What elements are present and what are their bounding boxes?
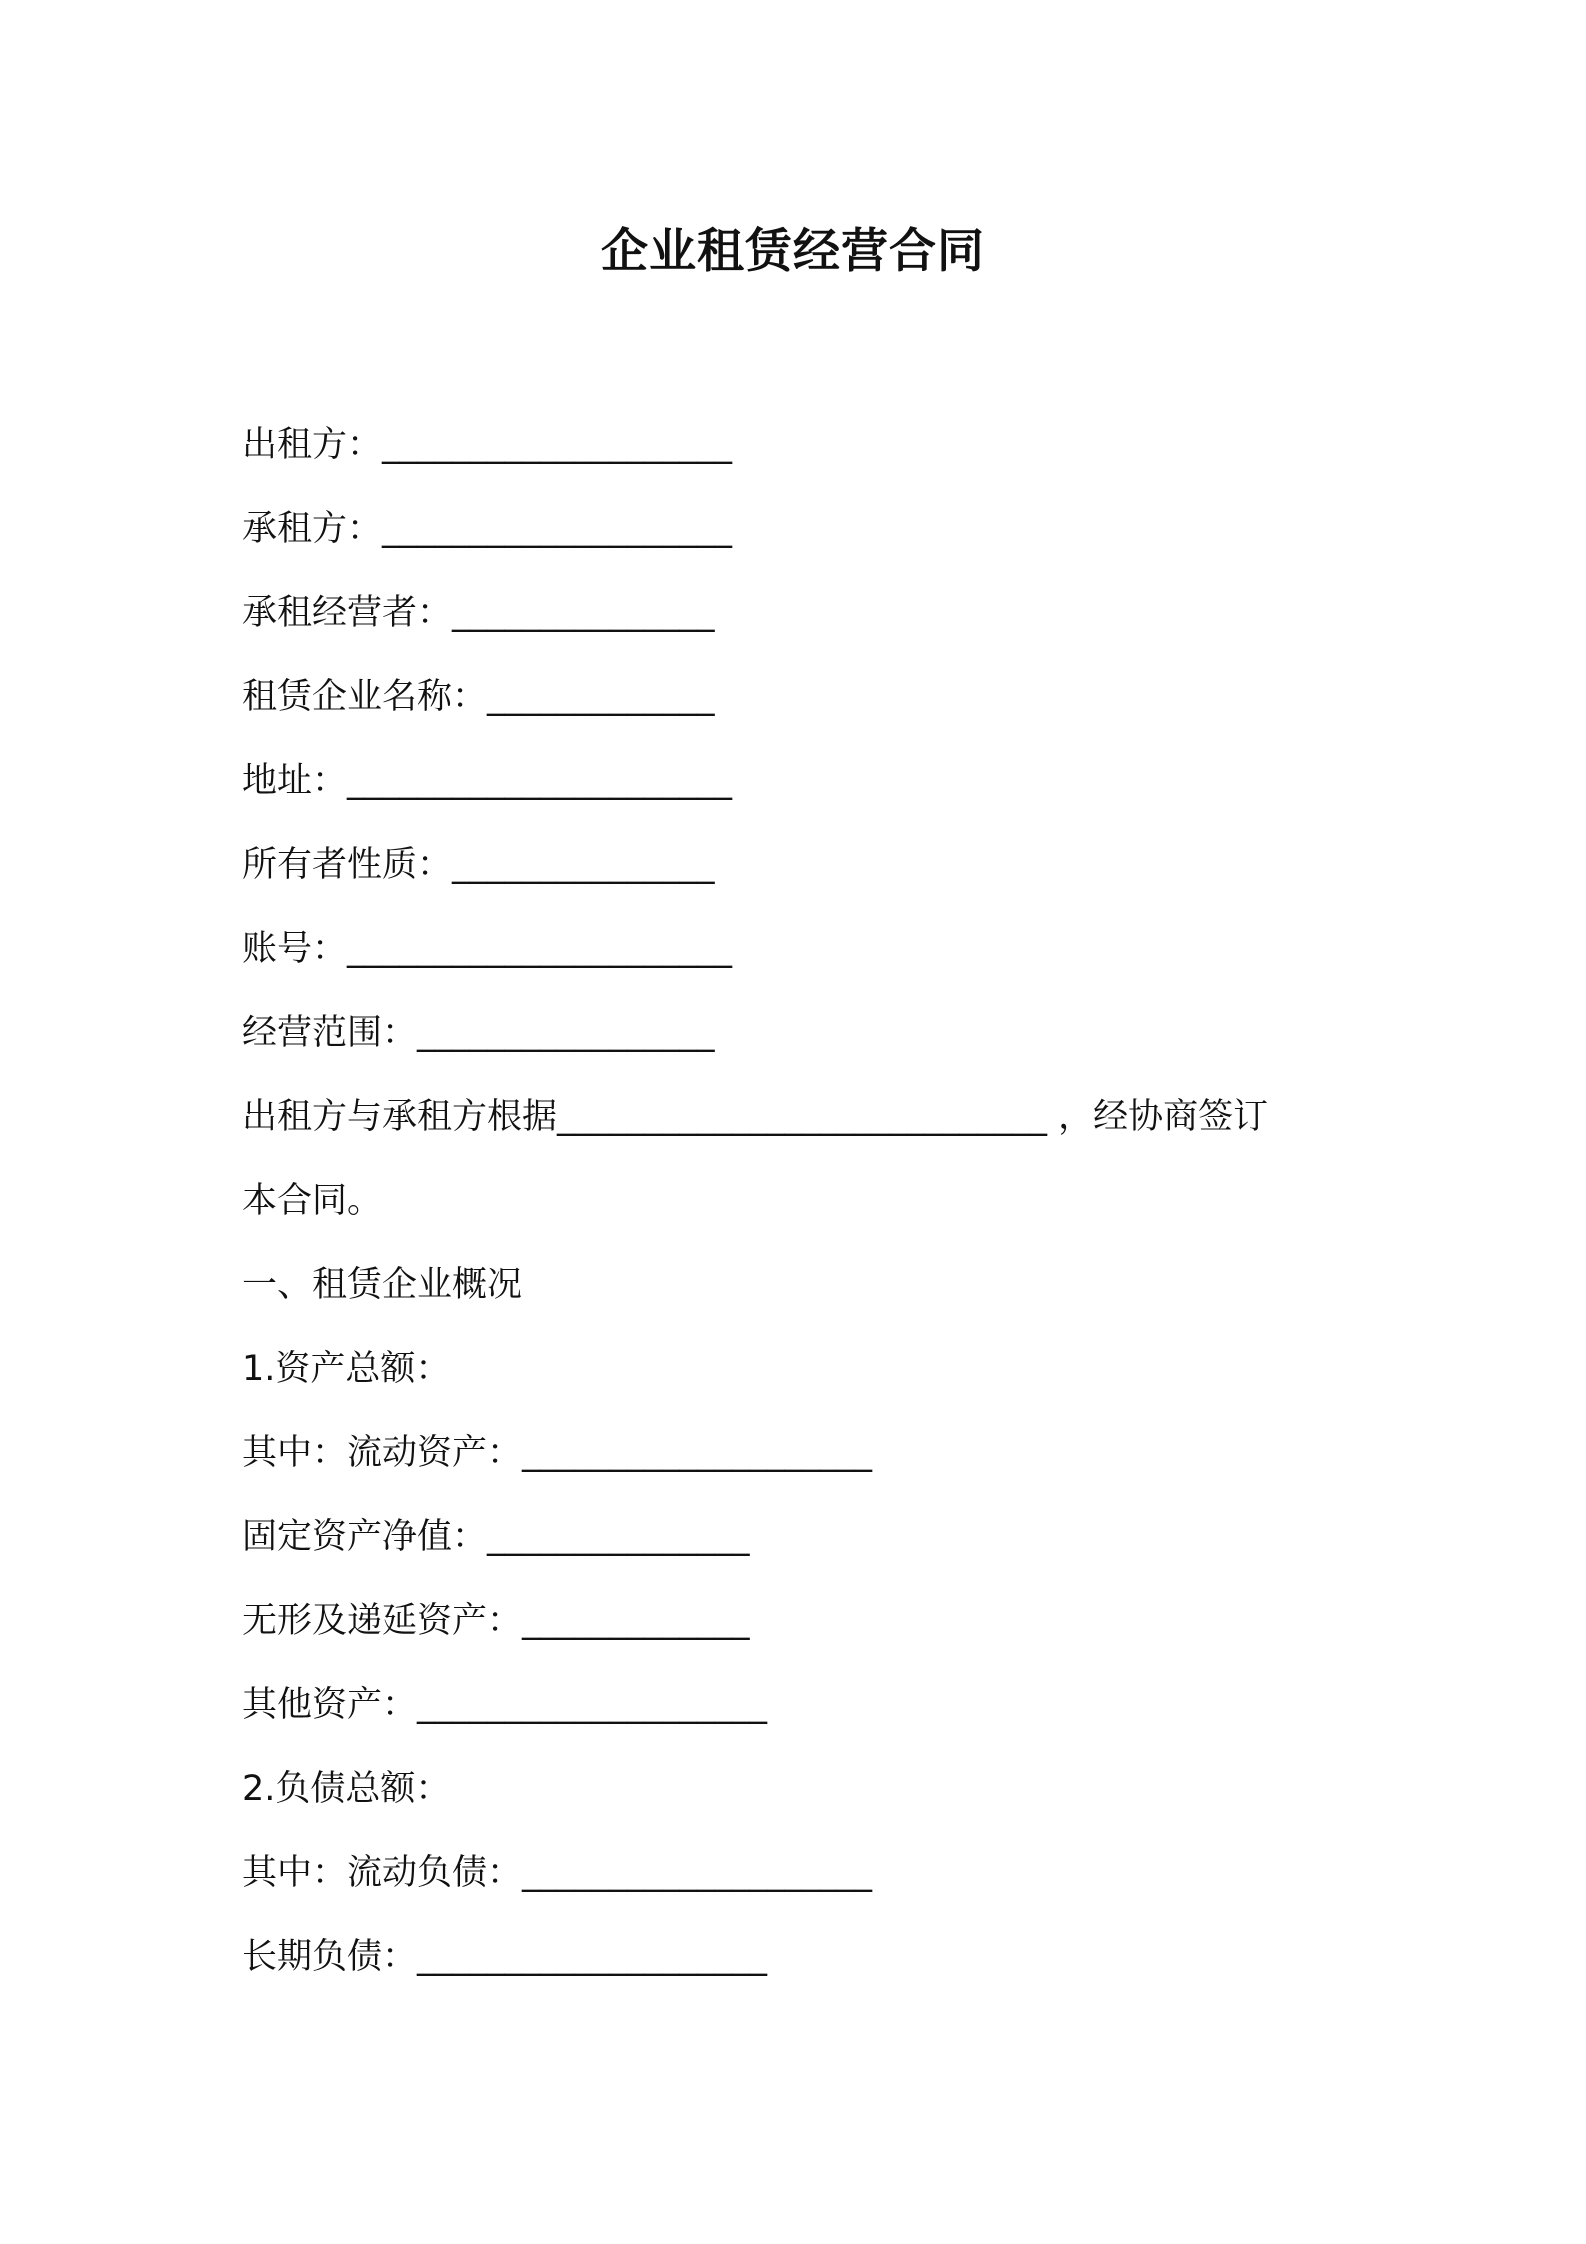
field-label: 账号： bbox=[242, 929, 348, 969]
field-net-fixed-assets bbox=[242, 1495, 1362, 1579]
fill-in-blank: _____________ bbox=[487, 677, 715, 717]
fill-in-blank: ____________________ bbox=[417, 1937, 768, 1977]
field-other-assets bbox=[242, 1663, 1362, 1747]
assets-total-label: 1.资产总额： bbox=[242, 1349, 451, 1389]
field-current-liabilities bbox=[242, 1831, 1362, 1915]
fill-in-blank: ____________________ bbox=[522, 1853, 873, 1893]
fill-in-blank: _______________ bbox=[452, 593, 715, 633]
field-leased-enterprise-name bbox=[242, 655, 1362, 739]
fill-in-blank: _____________ bbox=[522, 1601, 750, 1641]
field-label: 地址： bbox=[242, 761, 348, 801]
field-label: 经营范围： bbox=[242, 1013, 418, 1053]
field-business-scope bbox=[242, 991, 1362, 1075]
field-lessee-operator bbox=[242, 571, 1362, 655]
field-label: 所有者性质： bbox=[242, 845, 453, 885]
fill-in-blank: ____________________ bbox=[382, 509, 733, 549]
document-title: 企业租赁经营合同 bbox=[601, 224, 985, 279]
field-intangible-deferred-assets bbox=[242, 1579, 1362, 1663]
field-label: 无形及递延资产： bbox=[242, 1601, 523, 1641]
field-label: 其中：流动资产： bbox=[242, 1433, 523, 1473]
field-label: 租赁企业名称： bbox=[242, 677, 488, 717]
field-account-number bbox=[242, 907, 1362, 991]
preamble-line-1: 出租方与承租方根据____________________________ ，经协商签订 bbox=[242, 1097, 1269, 1137]
field-label: 长期负债： bbox=[242, 1937, 418, 1977]
fill-in-blank: ______________________ bbox=[347, 929, 733, 969]
fill-in-blank: ____________________ bbox=[522, 1433, 873, 1473]
fill-in-blank: _______________ bbox=[487, 1517, 750, 1557]
field-label: 其他资产： bbox=[242, 1685, 418, 1725]
field-label: 固定资产净值： bbox=[242, 1517, 488, 1557]
field-address bbox=[242, 739, 1362, 823]
fill-in-blank: _______________ bbox=[452, 845, 715, 885]
field-label: 其中：流动负债： bbox=[242, 1853, 523, 1893]
field-label: 承租方： bbox=[242, 509, 383, 549]
fill-in-blank: ____________________ bbox=[382, 425, 733, 465]
preamble-line-2: 本合同。 bbox=[242, 1181, 383, 1221]
field-label: 承租经营者： bbox=[242, 593, 453, 633]
fill-in-blank: ______________________ bbox=[347, 761, 733, 801]
field-current-assets bbox=[242, 1411, 1362, 1495]
field-label: 出租方： bbox=[242, 425, 383, 465]
field-lessor bbox=[242, 403, 1362, 487]
field-long-term-liabilities bbox=[242, 1915, 1362, 1999]
field-ownership-nature bbox=[242, 823, 1362, 907]
fill-in-blank: ____________________ bbox=[417, 1685, 768, 1725]
section-heading: 一、租赁企业概况 bbox=[242, 1265, 523, 1305]
fill-in-blank: _________________ bbox=[417, 1013, 715, 1053]
contract-body bbox=[242, 403, 1362, 1999]
liabilities-total-label: 2.负债总额： bbox=[242, 1769, 451, 1809]
field-lessee bbox=[242, 487, 1362, 571]
